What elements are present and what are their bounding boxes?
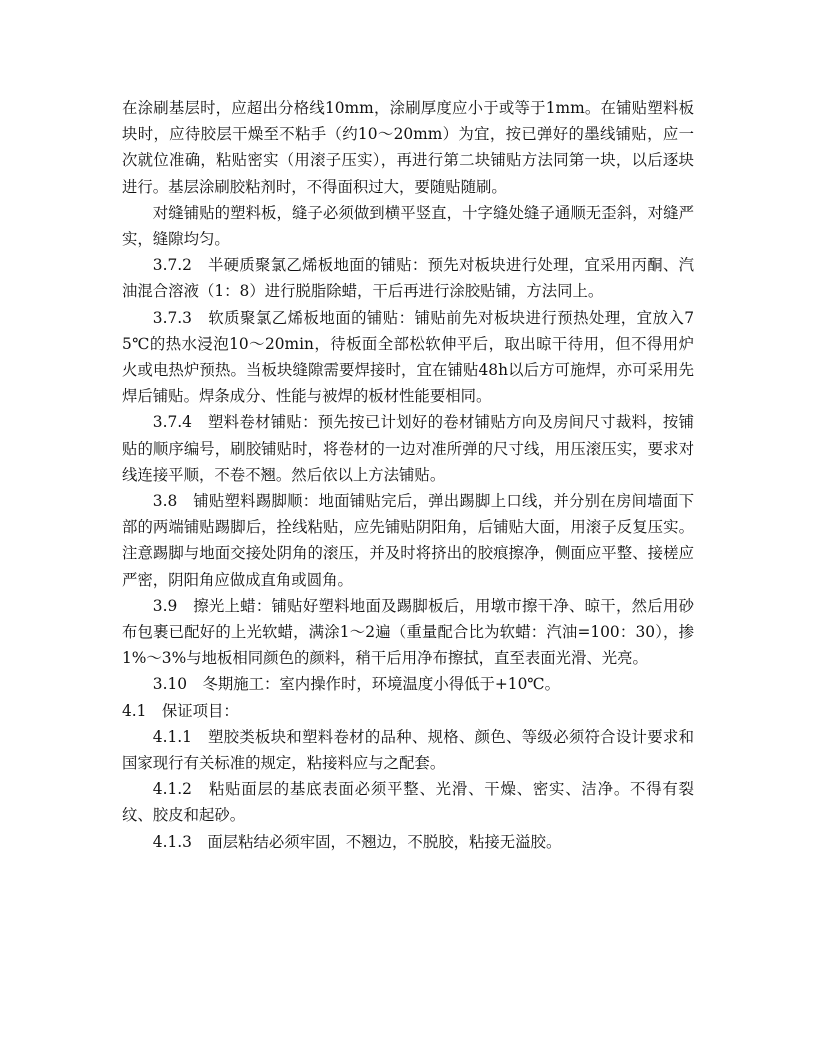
document-page xyxy=(122,95,694,855)
paragraph-tile-laying: 在涂刷基层时，应超出分格线10mm，涂刷厚度应小于或等于1mm。在铺贴塑料板块时，应待胶层干燥至不粘手（约10～20mm）为宜，按已弹好的墨线铺贴，应一次就位准确，粘贴密实（用滚子压实），再进行第二块铺贴方法同第一块，以后逐块进行。基层涂刷胶粘剂时，不得面积过大，要随贴随刷。 xyxy=(122,99,694,196)
paragraph-4-1-1: 4.1.1 塑胶类板块和塑料卷材的品种、规格、颜色、等级必须符合设计要求和国家现行有关标准的规定，粘接料应与之配套。 xyxy=(122,727,694,773)
paragraph-3-9: 3.9 擦光上蜡：铺贴好塑料地面及踢脚板后，用墩市擦干净、晾干，然后用砂布包裹已配好的上光软蜡，满涂1～2遍（重量配合比为软蜡：汽油=100：30），掺1%～3%与地板相同颜色的颜料，稍干后用净布擦拭，直至表面光滑、光亮。 xyxy=(122,596,694,668)
paragraph-3-10: 3.10 冬期施工：室内操作时，环境温度小得低于+10℃。 xyxy=(152,675,560,694)
paragraph-3-7-2: 3.7.2 半硬质聚氯乙烯板地面的铺贴：预先对板块进行处理，宜采用丙酮、汽油混合溶液（1：8）进行脱脂除蜡，干后再进行涂胶贴铺，方法同上。 xyxy=(122,256,694,301)
paragraph-4-1-3: 4.1.3 面层粘结必须牢固，不翘边，不脱胶，粘接无溢胶。 xyxy=(152,832,562,851)
paragraph-joint-laying: 对缝铺贴的塑料板，缝子必须做到横平竖直，十字缝处缝子通顺无歪斜，对缝严实，缝隙均匀。 xyxy=(122,203,694,249)
paragraph-3-7-3: 3.7.3 软质聚氯乙烯板地面的铺贴：铺贴前先对板块进行预热处理，宜放入75℃的热水浸泡10～20min，待板面全部松软伸平后，取出晾干待用，但不得用炉火或电热炉预热。当板块缝隙需要焊接时，宜在铺贴48h以后方可施焊，亦可采用先焊后铺贴。焊条成分、性能与被焊的板材性能要相同。 xyxy=(122,308,694,406)
paragraph-4-1-2: 4.1.2 粘贴面层的基底表面必须平整、光滑、干燥、密实、洁净。不得有裂纹、胶皮和起砂。 xyxy=(122,780,694,825)
paragraph-3-8: 3.8 铺贴塑料踢脚顺：地面铺贴完后，弹出踢脚上口线，并分别在房间墙面下部的两端铺贴踢脚后，拴线粘贴，应先铺贴阴阳角，后铺贴大面，用滚子反复压实。注意踢脚与地面交接处阴角的滚压，并及时将挤出的胶痕擦净，侧面应平整、接槎应严密，阴阳角应做成直角或圆角。 xyxy=(122,492,694,589)
section-heading-4-1: 4.1 保证项目： xyxy=(122,701,239,720)
paragraph-3-7-4: 3.7.4 塑料卷材铺贴：预先按已计划好的卷材铺贴方向及房间尺寸裁料，按铺贴的顺序编号，刷胶铺贴时，将卷材的一边对准所弹的尺寸线，用压滚压实，要求对线连接平顺，不卷不翘。然后依以上方法铺贴。 xyxy=(122,413,694,484)
